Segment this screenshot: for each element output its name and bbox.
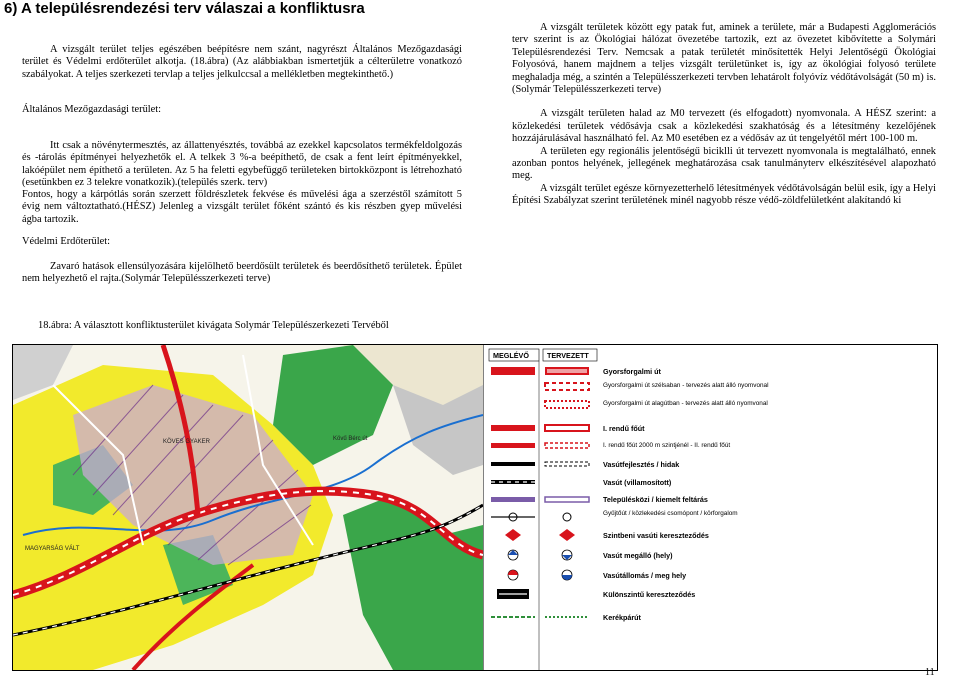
legend-label-12: Vasútállomás / meg hely [603, 571, 687, 580]
legend-label-11: Vasút megálló (hely) [603, 551, 673, 560]
right-column [512, 22, 936, 208]
right-paragraph-1: A vizsgált területek között egy patak fut, aminek a területe, már a Budapesti Agglomerációs terv szerint is az Ökológiai hálózat övezetébe tartozik, ezt az övezetet kibővítette a Solymári Településrendezési Terv. Nemcsak a patak területét minősítették Helyi Jelentőségű Ökológiai Folyosóvá, hanem majdnem a teljes vizsgált területünket is, így az ökológiai folyosó területe meghaladja még, a szintén a Településszerkezeti tervben lehatárolt folyóvíz védőtávolságát (50 m) is. (Solymár Településszerkezeti terve) [512, 22, 936, 96]
legend-panel [483, 345, 937, 670]
legend-label-13: Különszintű kereszteződés [603, 590, 696, 599]
legend-label-7: Vasút (villamosított) [603, 478, 672, 487]
legend-label-8: Településközi / kiemelt feltárás [603, 495, 708, 504]
subheading-agricultural: Általános Mezőgazdasági terület: [22, 104, 162, 115]
legend-row-1 [491, 367, 662, 376]
left-paragraph-2-wrap [22, 140, 462, 190]
figure-frame [12, 344, 938, 671]
left-column [22, 44, 462, 81]
left-paragraph-3-wrap [22, 189, 462, 226]
legend-label-1: Gyorsforgalmi út [603, 367, 661, 376]
page-number: 11 [925, 667, 935, 678]
legend-label-14: Kerékpárút [603, 613, 641, 622]
legend-label-6: Vasútfejlesztés / hidak [603, 460, 680, 469]
subheading-forest: Védelmi Erdőterület: [22, 236, 111, 247]
map-label-3: MAGYARSÁG VÁLT [25, 546, 80, 552]
left-subheading-agri-wrap [22, 104, 462, 116]
legend-label-4: I. rendű főút [603, 424, 645, 433]
left-paragraph-1: A vizsgált terület teljes egészében beépítésre nem szánt, nagyrészt Általános Mezőgazdasági terület és Védelmi erdőterület alkotja. (18.ábra) (Az alábbiakban ismertetjük a célterületre vonatkozó szabályokat. A teljes szerkezeti tervlap a teljes jelkulccsal a mellékletben megtekinthető.) [22, 44, 462, 80]
map-label-1: Kövű Bérc út [333, 436, 368, 442]
legend-label-9: Gyűjtőút / közlekedési csomópont / körforgalom [603, 510, 738, 517]
right-paragraph-4: A vizsgált terület egésze környezetterhelő létesítmények védőtávolságán belül esik, így a Helyi Építési Szabályzat szerint területének minél nagyobb része védő-zöldfelületként alakítandó ki [512, 182, 936, 207]
figure-caption: 18.ábra: A választott konfliktusterület kivágata Solymár Települészerkezeti Tervéből [38, 320, 389, 331]
right-paragraph-3: A területen egy regionális jelentőségű biciklli út tervezett nyomvonala is megtalálható, ennek azonban pontos helyének, jellegének meghatározása csak tanulmányterv elkészítésével alapozható meg. [512, 145, 936, 182]
legend-label-3: Gyorsforgalmi út alagútban - tervezés alatt álló nyomvonal [603, 400, 768, 407]
left-paragraph-4: Zavaró hatások ellensúlyozására kijelölhető beerdősült területek és beerdősíthető területek. Épület nem helyezhető el rajta.(Solymár Településszerkezeti terve) [22, 261, 462, 285]
left-subheading-forest-wrap [22, 236, 462, 248]
legend-label-10: Szintbeni vasúti kereszteződés [603, 531, 709, 540]
right-paragraph-2: A vizsgált területen halad az M0 tervezett (és elfogadott) nyomvonala. A HÉSZ szerint: a közlekedési területek védősávja csak a közlekedési szakhatóság és a létesítmény kezelőjének hozzájárulásával használható fel. Az M0 esetében ez a védősáv az út tengelyétől mért 100-100 m. [512, 108, 936, 145]
left-paragraph-3: Fontos, hogy a kárpótlás során szerzett földrészletek fekvése és művelési ága a szerzéstől számított 5 évig nem változtatható.(HÉSZ) Jelenleg a vizsgált terület főként szántó és kis részben gyep művelési ágba tartozik. [22, 189, 462, 225]
left-paragraph-2: Itt csak a növénytermesztés, az állattenyésztés, továbbá az ezekkel kapcsolatos termékfeldolgozás és -tárolás építményei helyezhetők el. A telkek 3 %-a beépíthető, de csak a fent leírt építményekkel, lakóépület nem építhető a területen. Az 5 ha feletti egybefüggő területeken birtokközpont is létrehozható (esetünkben ez 3 telekre vonatkozik).(település szerk. terv) [22, 140, 462, 189]
legend-header-planned: TERVEZETT [547, 351, 589, 360]
left-paragraph-4-wrap [22, 261, 462, 286]
legend-label-2: Gyorsforgalmi út szélsaban - tervezés alatt álló nyomvonal [603, 382, 769, 389]
legend-label-5: I. rendű főút 2000 m szintjénél - II. rendű főút [603, 442, 731, 449]
legend-header-existing: MEGLÉVŐ [493, 351, 529, 360]
figure-caption-wrap [38, 320, 918, 332]
section-heading: 6) A településrendezési terv válaszai a konfliktusra [4, 0, 365, 17]
plan-map-image [13, 345, 483, 670]
legend-row-5 [491, 442, 730, 449]
map-label-2: KÖVES GYAKER [163, 439, 210, 445]
